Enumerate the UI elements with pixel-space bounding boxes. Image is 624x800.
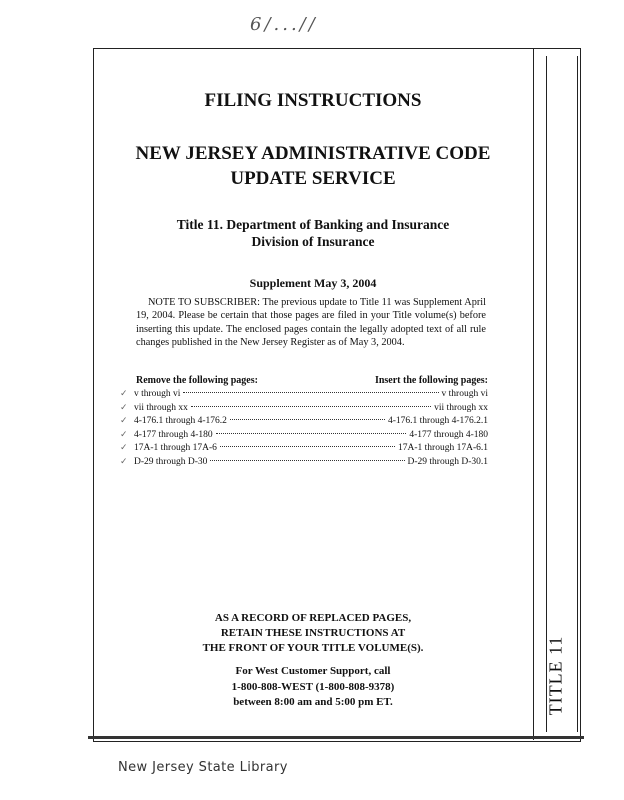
check-mark-icon: ✓ [120, 401, 128, 412]
dot-leader [210, 460, 404, 461]
remove-header: Remove the following pages: [136, 375, 258, 386]
record-notice-line2: RETAIN THESE INSTRUCTIONS AT [220, 627, 406, 639]
remove-pages: v through vi [134, 389, 181, 399]
check-mark-icon: ✓ [120, 388, 128, 398]
insert-pages: 4-176.1 through 4-176.2.1 [387, 416, 488, 426]
insert-pages: D-29 through D-30.1 [407, 456, 488, 467]
remove-pages: 4-176.1 through 4-176.2 [134, 416, 227, 426]
table-row [120, 401, 488, 415]
support-line1: For West Customer Support, call [235, 665, 391, 677]
table-row [120, 428, 488, 442]
record-notice-line3: THE FRONT OF YOUR TITLE VOLUME(S). [202, 642, 424, 654]
dot-leader [220, 446, 395, 447]
page-title: FILING INSTRUCTIONS [204, 90, 422, 111]
insert-pages: 4-177 through 4-180 [409, 429, 488, 440]
remove-pages: D-29 through D-30 [134, 456, 208, 467]
insert-pages: v through vi [441, 389, 488, 399]
supplement-date: Supplement May 3, 2004 [249, 276, 377, 290]
record-notice [93, 611, 533, 656]
dot-leader [230, 419, 385, 420]
table-row [120, 414, 488, 428]
dot-leader [216, 433, 407, 434]
remove-pages: 17A-1 through 17A-6 [134, 443, 217, 453]
note-paragraph: NOTE TO SUBSCRIBER: The previous update to Title 11 was Supplement April 19, 2004. Please be certain that those pages are filed in your Title volume(s) before inserting this update. The enclosed pages contain the legally adopted text of all rule changes published in the New Jersey Register as of May 3, 2004. [136, 297, 486, 349]
remove-pages: vii through xx [134, 402, 188, 413]
customer-support [93, 664, 533, 711]
pages-table [120, 387, 488, 468]
check-mark-icon: ✓ [120, 455, 128, 466]
check-mark-icon: ✓ [120, 442, 128, 452]
table-row [120, 455, 488, 469]
dot-leader [191, 406, 431, 407]
record-notice-line1: AS A RECORD OF REPLACED PAGES, [214, 612, 412, 624]
insert-pages: vii through xx [434, 402, 488, 413]
frame-bottom-rule [88, 736, 584, 739]
library-watermark: New Jersey State Library [118, 760, 288, 775]
dot-leader [183, 392, 438, 393]
support-hours: between 8:00 am and 5:00 pm ET. [233, 696, 393, 708]
subtitle-line1: Title 11. Department of Banking and Insurance [176, 217, 450, 232]
handwritten-note: 6/...// [250, 14, 318, 35]
table-row [120, 441, 488, 455]
title-tab [533, 620, 579, 730]
subtitle-line2: Division of Insurance [251, 234, 375, 249]
check-mark-icon: ✓ [120, 415, 128, 425]
code-title-line2: UPDATE SERVICE [230, 168, 396, 189]
check-mark-icon: ✓ [120, 428, 128, 439]
code-title-line1: NEW JERSEY ADMINISTRATIVE CODE [135, 143, 491, 164]
insert-header: Insert the following pages: [374, 375, 488, 386]
title-tab-label: TITLE 11 [545, 635, 566, 715]
table-row [120, 387, 488, 401]
subscriber-note [136, 296, 486, 350]
remove-pages: 4-177 through 4-180 [134, 429, 213, 440]
support-phone: 1-800-808-WEST (1-800-808-9378) [231, 680, 395, 693]
insert-pages: 17A-1 through 17A-6.1 [398, 443, 488, 453]
